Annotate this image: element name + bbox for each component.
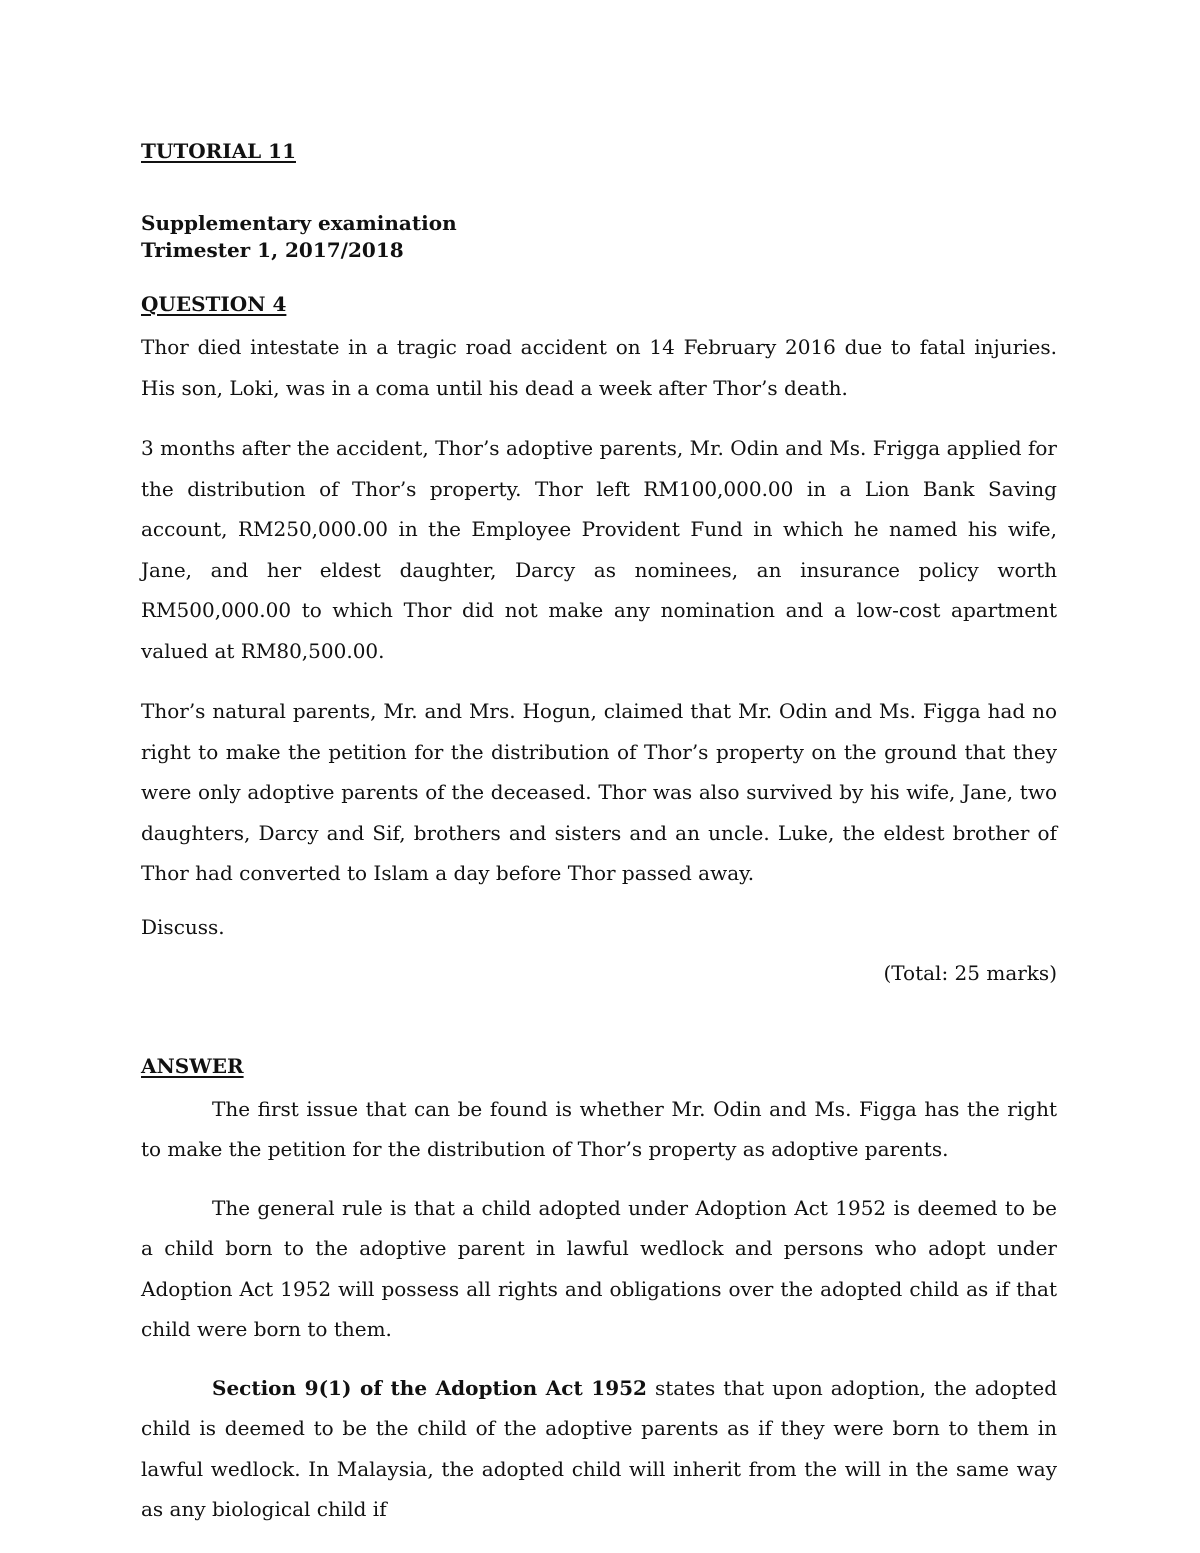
total-marks: (Total: 25 marks) — [883, 960, 1057, 985]
answer-heading: ANSWER — [141, 1053, 244, 1078]
question-heading: QUESTION 4 — [141, 292, 287, 316]
statute-citation: Section 9(1) of the Adoption Act 1952 — [212, 1375, 647, 1400]
discuss-instruction: Discuss. — [141, 914, 225, 939]
question-paragraph: Thor’s natural parents, Mr. and Mrs. Hogun, claimed that Mr. Odin and Ms. Figga had no right to make the petition for the distribution of Thor’s property on the ground that they were only adoptive parents of the deceased. Thor was also survived by his wife, Jane, two daughters, Darcy and Sif, brothers and sisters and an uncle. Luke, the eldest brother of Thor had converted to Islam a day before Thor passed away. — [141, 699, 1057, 885]
answer-paragraph-text: states that upon adoption, the adopted child is deemed to be the child of the adoptive parents as if they were born to them in lawful wedlock. In Malaysia, the adopted child will inherit from the will in the same way as any biological child if — [141, 1375, 1057, 1521]
tutorial-title: TUTORIAL 11 — [141, 139, 296, 163]
answer-paragraph — [141, 1368, 1057, 1530]
question-paragraph: 3 months after the accident, Thor’s adoptive parents, Mr. Odin and Ms. Frigga applied for the distribution of Thor’s property. Thor left RM100,000.00 in a Lion Bank Saving account, RM250,000.00 in the Employee Provident Fund in which he named his wife, Jane, and her eldest daughter, Darcy as nominees, an insurance policy worth RM500,000.00 to which Thor did not make any nomination and a low-cost apartment valued at RM80,500.00. — [141, 436, 1057, 663]
exam-trimester: Trimester 1, 2017/2018 — [141, 238, 404, 262]
exam-type: Supplementary examination — [141, 211, 457, 235]
document-content — [141, 138, 1057, 1530]
answer-paragraph: The general rule is that a child adopted under Adoption Act 1952 is deemed to be a child born to the adoptive parent in lawful wedlock and persons who adopt under Adoption Act 1952 will possess all rights and obligations over the adopted child as if that child were born to them. — [141, 1195, 1057, 1341]
answer-paragraph: The first issue that can be found is whether Mr. Odin and Ms. Figga has the right to make the petition for the distribution of Thor’s property as adoptive parents. — [141, 1096, 1057, 1161]
question-paragraph: Thor died intestate in a tragic road accident on 14 February 2016 due to fatal injuries. His son, Loki, was in a coma until his dead a week after Thor’s death. — [141, 335, 1057, 400]
